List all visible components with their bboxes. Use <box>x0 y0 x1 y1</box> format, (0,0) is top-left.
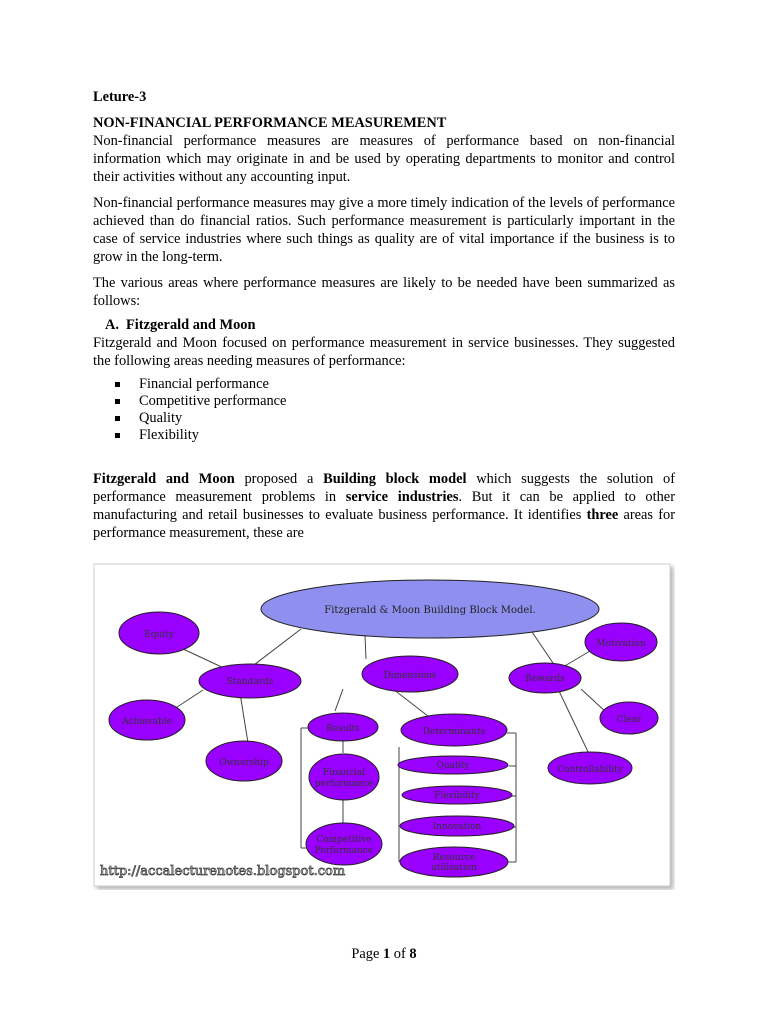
list-item: Competitive performance <box>115 393 675 410</box>
competitive-performance-label-line1: Competitive <box>316 835 372 845</box>
standards-label: Standards <box>226 677 274 687</box>
diagram-svg <box>93 563 675 890</box>
title-node-label: Fitzgerald & Moon Building Block Model. <box>324 605 536 616</box>
resource-utilisation-label-line2: utilisation <box>431 863 477 873</box>
current-page-number: 1 <box>382 946 391 962</box>
page-heading: NON-FINANCIAL PERFORMANCE MEASUREMENT <box>93 115 447 131</box>
motivation-label: Motivation <box>596 639 646 649</box>
section-a-title: Fitzgerald and Moon <box>126 317 256 333</box>
achievable-label: Achievable <box>122 717 172 727</box>
financial-performance-label-line1: Financial <box>322 768 366 778</box>
list-item: Flexibility <box>115 427 675 444</box>
results-label: Results <box>326 724 360 734</box>
page-footer: Page 1 of 8 <box>351 946 417 962</box>
bullet-icon <box>115 399 120 404</box>
building-block-diagram <box>93 563 675 890</box>
paragraph-1: Non-financial performance measures are measures of performance based on non-financial information which may originate in and be used by operating departments to monitor and control their activities without any accounting input. <box>93 133 675 185</box>
equity-label: Equity <box>144 630 174 640</box>
list-item: Quality <box>115 410 675 427</box>
ownership-label: Ownership <box>219 758 269 768</box>
section-a-letter: A. <box>105 317 119 333</box>
watermark-url: http://accalecturenotes.blogspot.com <box>100 864 346 879</box>
section-a-intro: Fitzgerald and Moon focused on performance measurement in service businesses. They suggested the following areas needing measures of performance: <box>93 335 675 369</box>
bullet-icon <box>115 433 120 438</box>
dimensions-label: Dimensions <box>383 671 437 681</box>
measures-list <box>93 376 675 444</box>
rewards-label: Rewards <box>525 674 565 684</box>
controllability-label: Controllability <box>557 765 623 775</box>
competitive-performance-label-line2: Performance <box>314 846 374 856</box>
bullet-icon <box>115 382 120 387</box>
total-page-count: 8 <box>409 946 417 962</box>
innovation-label: Innovation <box>432 822 482 832</box>
quality-label: Quality <box>436 761 470 771</box>
financial-performance-label-line2: performance <box>314 779 374 789</box>
list-item: Financial performance <box>115 376 675 393</box>
flexibility-label: Flexibility <box>434 791 480 801</box>
resource-utilisation-label-line1: Resource <box>432 853 476 863</box>
clear-label: Clear <box>616 715 642 725</box>
document-body <box>93 88 675 550</box>
section-a-heading <box>93 316 675 334</box>
paragraph-2: Non-financial performance measures may give a more timely indication of the levels of performance achieved than do financial ratios. Such performance measurement is particularly important in the case of service industries where such things as quality are of vital importance if the business is to grow in the long-term. <box>93 195 675 265</box>
lecture-label: Leture-3 <box>93 89 147 105</box>
bullet-icon <box>115 416 120 421</box>
model-paragraph: Fitzgerald and Moon proposed a Building block model which suggests the solution of performance measurement problems in service industries. But it can be applied to other manufacturing and retail businesses to evaluate business performance. It identifies three areas for performance measurement, these are <box>93 471 676 541</box>
determinants-label: Determinants <box>422 727 486 737</box>
paragraph-3: The various areas where performance measures are likely to be needed have been summarized as follows: <box>93 275 675 309</box>
